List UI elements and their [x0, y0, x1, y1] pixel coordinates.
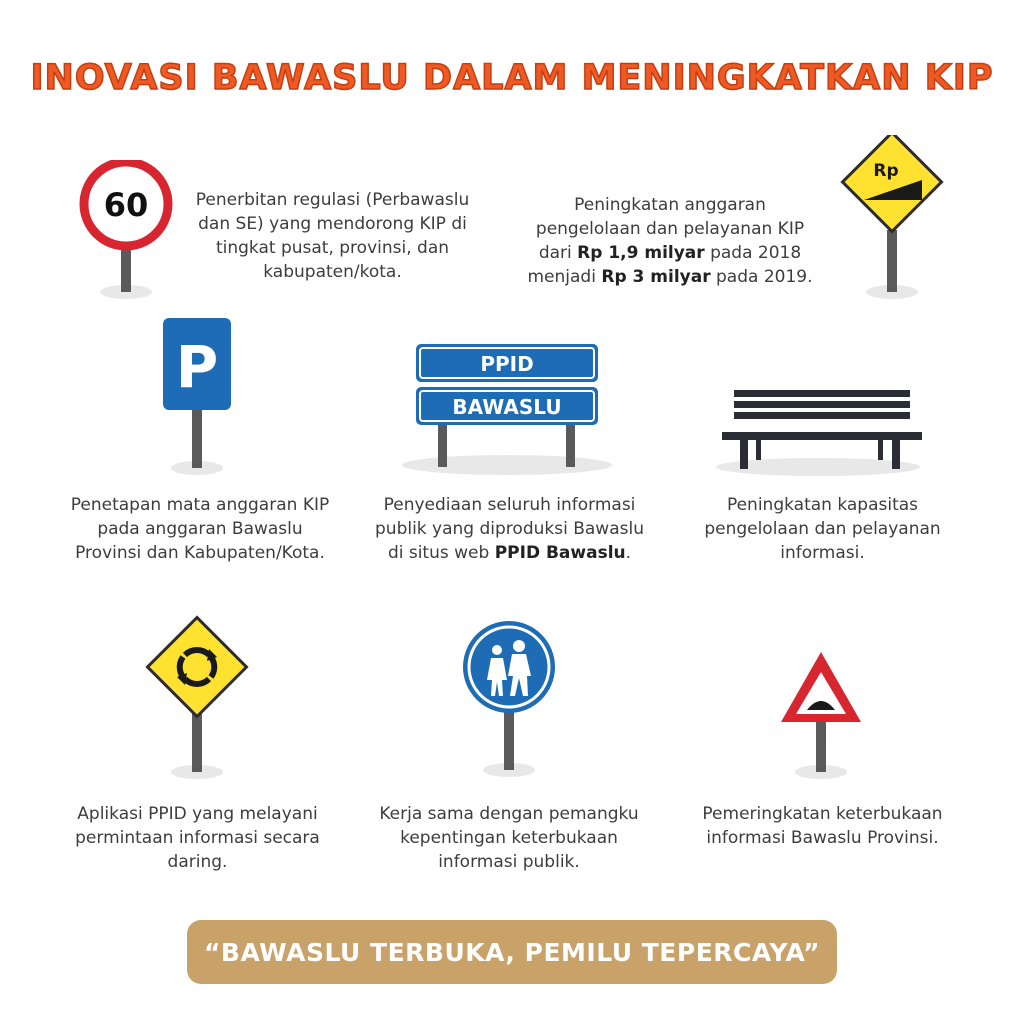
page-title: INOVASI BAWASLU DALAM MENINGKATKAN KIP	[30, 58, 994, 98]
anggaran-line3-post: pada 2018	[704, 243, 802, 263]
anggaran-line4-bold: Rp 3 milyar	[601, 267, 711, 287]
item-penyediaan	[372, 493, 647, 565]
parking-sign-icon	[160, 315, 240, 480]
speed-limit-sign-icon	[75, 160, 185, 305]
item-kapasitas: Peningkatan kapasitas pengelolaan dan pelayanan informasi.	[704, 495, 941, 563]
board-top-label: PPID	[480, 352, 534, 376]
item-mata-anggaran: Penetapan mata anggaran KIP pada anggaran Bawaslu Provinsi dan Kabupaten/Kota.	[70, 495, 330, 563]
item-anggaran	[520, 193, 820, 289]
budget-sign-label: Rp	[873, 161, 899, 181]
anggaran-line3-bold: Rp 1,9 milyar	[577, 243, 705, 263]
anggaran-line4-post: pada 2019.	[710, 267, 813, 287]
anggaran-line3-pre: dari	[538, 243, 578, 263]
anggaran-line1: Peningkatan anggaran	[574, 195, 766, 215]
tagline-text: “BAWASLU TERBUKA, PEMILU TEPERCAYA”	[203, 937, 821, 967]
board-bottom-label: BAWASLU	[452, 395, 562, 419]
penyediaan-text: Penyediaan seluruh informasi publik yang diproduksi Bawaslu di situs web	[375, 495, 644, 563]
roundabout-sign-icon	[145, 615, 255, 785]
item-regulasi: Penerbitan regulasi (Perbawaslu dan SE) yang mendorong KIP di tingkat pusat, provinsi, dan kabupaten/kota.	[195, 190, 470, 282]
parking-label: P	[175, 333, 219, 401]
budget-incline-sign-icon	[838, 135, 948, 305]
item-pemeringkatan: Pemeringkatan keterbukaan informasi Bawaslu Provinsi.	[702, 804, 943, 848]
anggaran-line2: pengelolaan dan pelayanan KIP	[535, 219, 805, 239]
penyediaan-post: .	[625, 543, 632, 563]
penyediaan-bold: PPID Bawaslu	[494, 543, 626, 563]
pedestrian-sign-icon	[455, 618, 565, 783]
bench-icon	[712, 385, 932, 480]
speed-limit-label: 60	[103, 186, 149, 224]
ppid-board-sign-icon	[400, 340, 620, 480]
speed-bump-sign-icon	[775, 648, 870, 783]
tagline-banner	[187, 920, 837, 984]
item-kerjasama: Kerja sama dengan pemangku kepentingan keterbukaan informasi publik.	[379, 804, 639, 872]
item-aplikasi: Aplikasi PPID yang melayani permintaan informasi secara daring.	[75, 804, 320, 872]
anggaran-line4-pre: menjadi	[527, 267, 602, 287]
